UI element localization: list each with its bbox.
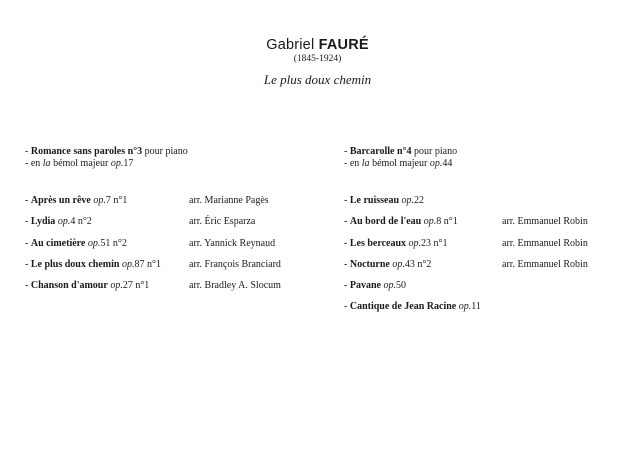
opus-number: 7 n°1 xyxy=(105,195,128,206)
left-piece-list xyxy=(25,195,325,292)
opus-number: 22 xyxy=(414,195,425,206)
list-item xyxy=(344,280,629,292)
lead-key-mode: bémol majeur xyxy=(369,158,430,169)
page-header xyxy=(0,36,635,88)
lead-instrument: pour piano xyxy=(142,146,188,157)
composer-last-name: FAURÉ xyxy=(318,37,369,53)
opus-number: 27 n°1 xyxy=(122,280,150,292)
dash: - xyxy=(344,216,350,228)
list-item xyxy=(25,195,325,207)
opus-label: op. xyxy=(110,158,124,169)
lead-title: Barcarolle n°4 xyxy=(349,146,412,157)
left-column xyxy=(25,146,325,301)
arranger: arr. Éric Esparza xyxy=(189,216,256,228)
arranger: arr. Emmanuel Robin xyxy=(502,237,588,249)
right-lead-piece xyxy=(344,146,629,170)
opus-number: 4 n°2 xyxy=(70,216,92,228)
left-lead-line-2 xyxy=(25,158,325,170)
dash: - xyxy=(25,216,31,228)
opus-number: 87 n°1 xyxy=(134,258,161,270)
opus-number: 23 n°1 xyxy=(421,237,448,249)
arranger: arr. Bradley A. Slocum xyxy=(189,280,281,292)
dash: - xyxy=(25,280,31,292)
dash: - xyxy=(25,195,31,206)
arranger: arr. Marianne Pagès xyxy=(189,195,269,206)
piece-title-text: Au bord de l'eau xyxy=(349,216,422,228)
lead-title: Romance sans paroles n°3 xyxy=(30,146,143,157)
dash: - xyxy=(344,280,350,292)
piece-title xyxy=(25,259,161,270)
lead-key-mode: bémol majeur xyxy=(50,158,111,169)
opus-label: op. xyxy=(423,216,437,228)
right-piece-list xyxy=(344,195,629,313)
piece-title xyxy=(344,238,448,249)
dash: - xyxy=(344,258,350,270)
opus-number: 43 n°2 xyxy=(404,258,432,270)
dash: - xyxy=(25,237,31,249)
piece-title-text: Cantique de Jean Racine xyxy=(349,301,457,313)
opus-label: op. xyxy=(408,237,422,249)
opus-label: op. xyxy=(57,216,71,228)
piece-title xyxy=(344,301,481,312)
dash: - xyxy=(344,146,350,157)
opus-label: op. xyxy=(401,195,415,206)
opus-label: op. xyxy=(121,258,135,270)
piece-title-text: Le ruisseau xyxy=(349,195,400,206)
opus-label: op. xyxy=(110,280,123,292)
dash: - xyxy=(344,301,350,313)
piece-title-text: Les berceaux xyxy=(349,237,407,249)
piece-title-text: Après un rêve xyxy=(30,195,91,206)
right-lead-line-1 xyxy=(344,146,629,158)
list-item xyxy=(344,259,629,271)
opus-label: op. xyxy=(87,237,101,249)
piece-title-text: Pavane xyxy=(349,280,381,292)
opus-label: op. xyxy=(392,258,405,270)
piece-title xyxy=(25,195,127,206)
opus-number: 8 n°1 xyxy=(436,216,458,228)
list-item xyxy=(344,195,629,207)
composer-first-name: Gabriel xyxy=(266,37,315,53)
opus-label: op. xyxy=(429,158,443,169)
left-lead-piece xyxy=(25,146,325,170)
list-item xyxy=(344,216,629,228)
arranger: arr. Emmanuel Robin xyxy=(502,216,588,228)
right-lead-line-2 xyxy=(344,158,629,170)
piece-title xyxy=(344,195,424,206)
opus-number: 11 xyxy=(471,301,481,313)
arranger: arr. Yannick Reynaud xyxy=(189,237,276,249)
dash: - xyxy=(25,146,31,157)
opus-number: 50 xyxy=(395,280,406,292)
lead-key-note: la xyxy=(361,158,370,169)
dash: - xyxy=(25,258,31,270)
composer-name xyxy=(0,36,635,54)
piece-title xyxy=(25,216,92,227)
lead-key-note: la xyxy=(42,158,51,169)
arranger: arr. Emmanuel Robin xyxy=(502,258,588,270)
piece-title xyxy=(344,280,406,291)
program-title: Le plus doux chemin xyxy=(263,72,372,87)
opus-label: op. xyxy=(458,301,472,313)
lead-instrument: pour piano xyxy=(411,146,458,157)
list-item xyxy=(25,280,325,292)
list-item xyxy=(344,238,629,250)
opus-number: 17 xyxy=(123,158,134,169)
piece-title xyxy=(25,238,127,249)
piece-title xyxy=(25,280,149,291)
list-item xyxy=(25,216,325,228)
arranger: arr. François Branciard xyxy=(189,258,281,270)
piece-title-text: Au cimetière xyxy=(30,237,86,249)
opus-number: 44 xyxy=(442,158,453,169)
left-lead-line-1 xyxy=(25,146,325,158)
lead-key-prefix: - en xyxy=(344,158,362,169)
piece-title-text: Nocturne xyxy=(349,258,390,270)
piece-title-text: Lydia xyxy=(30,216,56,228)
dash: - xyxy=(344,237,350,249)
dash: - xyxy=(344,195,350,206)
right-column xyxy=(344,146,629,323)
piece-title-text: Chanson d'amour xyxy=(30,280,108,292)
list-item xyxy=(25,238,325,250)
list-item xyxy=(25,259,325,271)
piece-title xyxy=(344,259,431,270)
opus-label: op. xyxy=(93,195,106,206)
lead-key-prefix: - en xyxy=(25,158,43,169)
opus-label: op. xyxy=(383,280,396,292)
piece-title-text: Le plus doux chemin xyxy=(30,258,120,270)
piece-title xyxy=(344,216,458,227)
opus-number: 51 n°2 xyxy=(100,237,127,249)
composer-dates: (1845-1924) xyxy=(293,54,342,64)
list-item xyxy=(344,301,629,313)
